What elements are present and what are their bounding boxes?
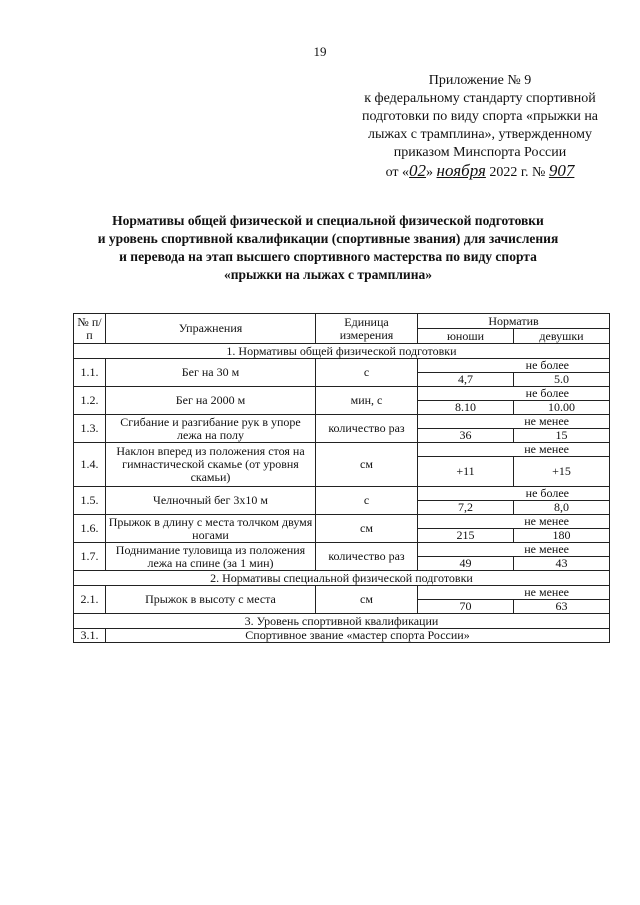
row-boys: 8.10 xyxy=(418,401,514,415)
document-title xyxy=(78,212,578,284)
appendix-line: подготовки по виду спорта «прыжки на xyxy=(361,109,599,124)
row-unit: см xyxy=(316,515,418,543)
row-condition: не менее xyxy=(418,543,610,557)
row-exercise: Прыжок в высоту с места xyxy=(106,586,316,614)
order-month: ноября xyxy=(436,161,486,180)
row-condition: не более xyxy=(418,487,610,501)
row-unit: см xyxy=(316,586,418,614)
header-unit: Единица измерения xyxy=(316,314,418,344)
order-year: 2022 г. № xyxy=(489,165,546,180)
appendix-title: Приложение № 9 xyxy=(428,73,532,88)
row-num: 3.1. xyxy=(74,629,106,643)
appendix-block xyxy=(340,72,620,182)
row-girls: +15 xyxy=(514,457,610,487)
row-girls: 10.00 xyxy=(514,401,610,415)
row-unit: количество раз xyxy=(316,415,418,443)
row-girls: 5.0 xyxy=(514,373,610,387)
header-num: № п/п xyxy=(74,314,106,344)
row-boys: 215 xyxy=(418,529,514,543)
row-girls: 180 xyxy=(514,529,610,543)
row-num: 2.1. xyxy=(74,586,106,614)
row-unit: см xyxy=(316,443,418,487)
header-boys: юноши xyxy=(418,329,514,344)
title-line: «прыжки на лыжах с трамплина» xyxy=(223,267,432,282)
row-num: 1.4. xyxy=(74,443,106,487)
row-unit: с xyxy=(316,487,418,515)
title-line: Нормативы общей физической и специальной физической подготовки xyxy=(112,213,544,228)
order-prefix: от « xyxy=(385,165,410,180)
appendix-line: лыжах с трамплина», утвержденному xyxy=(368,127,592,142)
row-unit: мин, с xyxy=(316,387,418,415)
norms-table xyxy=(73,313,610,643)
row-num: 1.5. xyxy=(74,487,106,515)
row-exercise: Бег на 2000 м xyxy=(106,387,316,415)
row-unit: с xyxy=(316,359,418,387)
row-num: 1.1. xyxy=(74,359,106,387)
title-line: и перевода на этап высшего спортивного мастерства по виду спорта xyxy=(119,249,537,264)
row-condition: не менее xyxy=(418,515,610,529)
row-boys: +11 xyxy=(418,457,514,487)
row-condition: не более xyxy=(418,387,610,401)
row-girls: 8,0 xyxy=(514,501,610,515)
header-exercise: Упражнения xyxy=(106,314,316,344)
title-line: и уровень спортивной квалификации (спортивные звания) для зачисления xyxy=(97,231,559,246)
appendix-line: к федеральному стандарту спортивной xyxy=(364,91,596,106)
row-boys: 49 xyxy=(418,557,514,571)
page-number: 19 xyxy=(313,44,327,59)
row-boys: 70 xyxy=(418,600,514,614)
row-unit: количество раз xyxy=(316,543,418,571)
row-exercise: Прыжок в длину с места толчком двумя ногами xyxy=(106,515,316,543)
row-condition: не менее xyxy=(418,443,610,457)
section-title: 1. Нормативы общей физической подготовки xyxy=(74,344,610,359)
order-mid: » xyxy=(426,165,434,180)
row-boys: 7,2 xyxy=(418,501,514,515)
row-num: 1.6. xyxy=(74,515,106,543)
row-qualification: Спортивное звание «мастер спорта России» xyxy=(106,629,610,643)
order-day: 02 xyxy=(409,161,427,180)
header-norm: Норматив xyxy=(418,314,610,329)
order-number: 907 xyxy=(548,161,575,180)
section-title: 3. Уровень спортивной квалификации xyxy=(74,614,610,629)
row-girls: 63 xyxy=(514,600,610,614)
section-title: 2. Нормативы специальной физической подготовки xyxy=(74,571,610,586)
row-condition: не более xyxy=(418,359,610,373)
row-num: 1.7. xyxy=(74,543,106,571)
row-exercise: Наклон вперед из положения стоя на гимнастической скамье (от уровня скамьи) xyxy=(106,443,316,487)
row-boys: 36 xyxy=(418,429,514,443)
row-num: 1.2. xyxy=(74,387,106,415)
row-girls: 43 xyxy=(514,557,610,571)
header-girls: девушки xyxy=(514,329,610,344)
row-boys: 4,7 xyxy=(418,373,514,387)
row-girls: 15 xyxy=(514,429,610,443)
row-exercise: Бег на 30 м xyxy=(106,359,316,387)
row-exercise: Поднимание туловища из положения лежа на спине (за 1 мин) xyxy=(106,543,316,571)
row-exercise: Сгибание и разгибание рук в упоре лежа на полу xyxy=(106,415,316,443)
row-condition: не менее xyxy=(418,586,610,600)
row-num: 1.3. xyxy=(74,415,106,443)
appendix-line: приказом Минспорта России xyxy=(393,145,567,160)
row-exercise: Челночный бег 3х10 м xyxy=(106,487,316,515)
row-condition: не менее xyxy=(418,415,610,429)
order-line xyxy=(340,162,620,182)
